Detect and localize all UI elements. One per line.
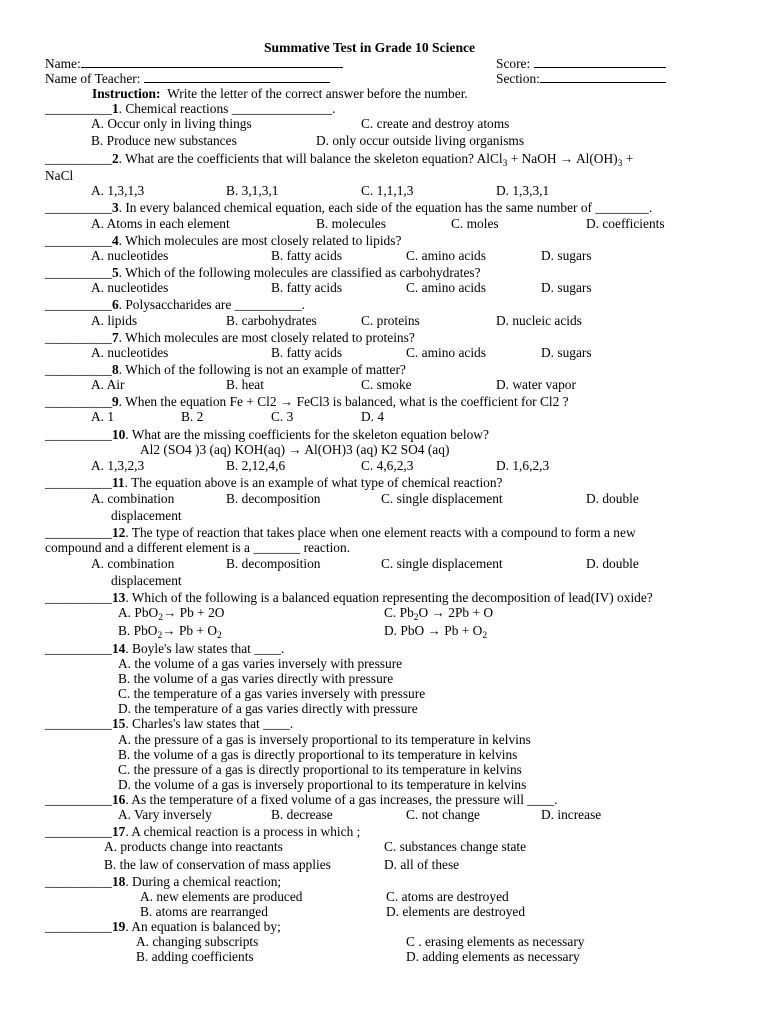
question-number: 9 bbox=[111, 394, 119, 409]
question-stem: . Which molecules are most closely related to proteins? bbox=[118, 330, 415, 345]
answer-blank[interactable]: __________ bbox=[45, 233, 112, 248]
option: B. heat bbox=[226, 377, 264, 392]
instruction-text: Write the letter of the correct answer before the number. bbox=[167, 86, 468, 101]
option: D. only occur outside living organisms bbox=[316, 133, 525, 148]
option: B. atoms are rearranged bbox=[140, 904, 268, 919]
option: B. 2,12,4,6 bbox=[226, 458, 286, 473]
answer-blank[interactable]: __________ bbox=[45, 641, 112, 656]
subscript: 2 bbox=[217, 631, 222, 641]
option: B. decomposition bbox=[226, 491, 321, 506]
section-blank[interactable] bbox=[540, 71, 666, 83]
option: B. fatty acids bbox=[271, 345, 343, 360]
question-stem: . The type of reaction that takes place when one element reacts with a compound to form a new bbox=[125, 525, 636, 540]
question-5 bbox=[45, 265, 481, 280]
option: A. changing subscripts bbox=[136, 934, 259, 949]
score-label: Score: bbox=[496, 56, 531, 71]
subscript: 2 bbox=[482, 631, 488, 641]
option-text: → Pb + 2O bbox=[162, 605, 225, 620]
question-19 bbox=[45, 919, 281, 934]
option: D. sugars bbox=[541, 280, 592, 295]
option: D. double bbox=[586, 491, 639, 506]
question-number: 12 bbox=[111, 525, 126, 540]
score-blank[interactable] bbox=[534, 56, 666, 68]
option: B. fatty acids bbox=[271, 248, 343, 263]
question-13 bbox=[45, 590, 653, 605]
answer-blank[interactable]: __________ bbox=[45, 590, 112, 605]
answer-blank[interactable]: __________ bbox=[45, 427, 112, 442]
question-1 bbox=[45, 101, 335, 116]
question-stem-tail: + NaOH → Al(OH) bbox=[507, 151, 618, 166]
question-7 bbox=[45, 330, 415, 345]
score-field bbox=[496, 56, 666, 71]
option: C. proteins bbox=[361, 313, 420, 328]
question-stem: . Chemical reactions _______________. bbox=[118, 101, 336, 116]
teacher-blank[interactable] bbox=[144, 71, 330, 83]
question-12 bbox=[45, 525, 636, 540]
teacher-field bbox=[45, 71, 330, 86]
option: B. adding coefficients bbox=[136, 949, 254, 964]
question-10 bbox=[45, 427, 489, 442]
option: C. amino acids bbox=[406, 280, 486, 295]
question-number: 8 bbox=[111, 362, 119, 377]
answer-blank[interactable]: __________ bbox=[45, 525, 112, 540]
question-17 bbox=[45, 824, 360, 839]
option: B. the volume of a gas is directly proportional to its temperature in kelvins bbox=[118, 747, 518, 762]
option: C . erasing elements as necessary bbox=[406, 934, 585, 949]
question-number: 6 bbox=[111, 297, 119, 312]
question-15 bbox=[45, 716, 293, 731]
answer-blank[interactable]: __________ bbox=[45, 475, 112, 490]
option: A. combination bbox=[91, 556, 175, 571]
section-label: Section: bbox=[496, 71, 540, 86]
question-3 bbox=[45, 200, 652, 215]
option: A. Atoms in each element bbox=[91, 216, 230, 231]
answer-blank[interactable]: __________ bbox=[45, 297, 112, 312]
option: D. coefficients bbox=[586, 216, 665, 231]
option: C. moles bbox=[451, 216, 499, 231]
question-2 bbox=[45, 151, 634, 169]
option: C. not change bbox=[406, 807, 481, 822]
option: A. nucleotides bbox=[91, 280, 169, 295]
option: D. water vapor bbox=[496, 377, 576, 392]
option: C. 3 bbox=[271, 409, 294, 424]
subscript: 2 bbox=[413, 613, 419, 623]
option: B. fatty acids bbox=[271, 280, 343, 295]
option: A. 1 bbox=[91, 409, 115, 424]
option: A. Occur only in living things bbox=[91, 116, 252, 131]
option: B. Produce new substances bbox=[91, 133, 237, 148]
question-number: 1 bbox=[111, 101, 119, 116]
question-stem: . What are the coefficients that will balance the skeleton equation? AlCl bbox=[118, 151, 503, 166]
name-label: Name: bbox=[45, 56, 81, 71]
question-stem: . The equation above is an example of what type of chemical reaction? bbox=[124, 475, 503, 490]
teacher-label: Name of Teacher: bbox=[45, 71, 141, 86]
question-stem: . Which molecules are most closely related to lipids? bbox=[118, 233, 402, 248]
option: D. 1,6,2,3 bbox=[496, 458, 550, 473]
option: A. the volume of a gas varies inversely with pressure bbox=[118, 656, 403, 671]
option: B. molecules bbox=[316, 216, 386, 231]
option: B. 2 bbox=[181, 409, 204, 424]
option: C. single displacement bbox=[381, 556, 503, 571]
option-text: C. Pb bbox=[384, 605, 414, 620]
option: D. double bbox=[586, 556, 639, 571]
answer-blank[interactable]: __________ bbox=[45, 362, 112, 377]
question-stem-wrap: compound and a different element is a _______ reaction. bbox=[45, 540, 351, 555]
question-number: 13 bbox=[111, 590, 126, 605]
option: A. Vary inversely bbox=[118, 807, 212, 822]
question-number: 11 bbox=[111, 475, 125, 490]
option: A. Air bbox=[91, 377, 125, 392]
skeleton-equation: Al2 (SO4 )3 (aq) KOH(aq) → Al(OH)3 (aq) K2 SO4 (aq) bbox=[140, 442, 450, 457]
option: C. substances change state bbox=[384, 839, 527, 854]
option: C. smoke bbox=[361, 377, 412, 392]
option: A. lipids bbox=[91, 313, 138, 328]
option: B. 3,1,3,1 bbox=[226, 183, 279, 198]
option: D. 4 bbox=[361, 409, 385, 424]
question-stem-end: + bbox=[622, 151, 634, 166]
option: C. atoms are destroyed bbox=[386, 889, 509, 904]
option: B. the volume of a gas varies directly with pressure bbox=[118, 671, 394, 686]
question-number: 18 bbox=[111, 874, 126, 889]
option: B. decrease bbox=[271, 807, 333, 822]
question-stem: . What are the missing coefficients for the skeleton equation below? bbox=[125, 427, 489, 442]
question-number: 4 bbox=[111, 233, 119, 248]
option: A. 1,3,2,3 bbox=[91, 458, 145, 473]
question-stem: . Polysaccharides are __________. bbox=[118, 297, 305, 312]
option-text: → Pb + O bbox=[162, 623, 218, 638]
question-stem: . Which of the following molecules are classified as carbohydrates? bbox=[118, 265, 481, 280]
question-18 bbox=[45, 874, 281, 889]
question-number: 7 bbox=[111, 330, 119, 345]
question-8 bbox=[45, 362, 406, 377]
question-stem: . Which of the following is not an example of matter? bbox=[118, 362, 406, 377]
option: B. the law of conservation of mass applies bbox=[104, 857, 331, 872]
option: C. the temperature of a gas varies inversely with pressure bbox=[118, 686, 426, 701]
answer-blank[interactable]: __________ bbox=[45, 265, 112, 280]
option-text: D. PbO → Pb + O bbox=[384, 623, 483, 638]
option: A. nucleotides bbox=[91, 345, 169, 360]
subscript: 2 bbox=[158, 613, 163, 623]
subscript: 3 bbox=[617, 159, 623, 169]
option: A. the pressure of a gas is inversely proportional to its temperature in kelvins bbox=[118, 732, 531, 747]
option: D. sugars bbox=[541, 345, 592, 360]
question-6 bbox=[45, 297, 305, 312]
answer-blank[interactable]: __________ bbox=[45, 394, 112, 409]
option: C. amino acids bbox=[406, 248, 486, 263]
answer-blank[interactable]: __________ bbox=[45, 101, 112, 116]
answer-blank[interactable]: __________ bbox=[45, 919, 112, 934]
question-stem: . Charles's law states that ____. bbox=[125, 716, 294, 731]
question-number: 19 bbox=[111, 919, 126, 934]
question-stem: . In every balanced chemical equation, each side of the equation has the same number of ________. bbox=[118, 200, 653, 215]
option bbox=[118, 605, 225, 623]
answer-blank[interactable]: __________ bbox=[45, 716, 112, 731]
option: D. sugars bbox=[541, 248, 592, 263]
question-number: 10 bbox=[111, 427, 126, 442]
question-16 bbox=[45, 792, 557, 807]
question-11 bbox=[45, 475, 503, 490]
question-number: 2 bbox=[111, 151, 119, 166]
option bbox=[384, 605, 494, 623]
option-text: O → 2Pb + O bbox=[418, 605, 494, 620]
answer-blank[interactable]: __________ bbox=[45, 824, 112, 839]
answer-blank[interactable]: __________ bbox=[45, 792, 112, 807]
option: C. amino acids bbox=[406, 345, 486, 360]
option-wrap: displacement bbox=[111, 573, 182, 588]
option: A. products change into reactants bbox=[104, 839, 283, 854]
option: A. combination bbox=[91, 491, 175, 506]
answer-blank[interactable]: __________ bbox=[45, 151, 112, 166]
option-wrap: displacement bbox=[111, 508, 182, 523]
question-stem: . An equation is balanced by; bbox=[125, 919, 281, 934]
question-stem: . When the equation Fe + Cl2 → FeCl3 is balanced, what is the coefficient for Cl2 ? bbox=[118, 394, 569, 409]
question-number: 5 bbox=[111, 265, 119, 280]
question-stem-wrap: NaCl bbox=[45, 168, 74, 183]
question-stem: . As the temperature of a fixed volume of a gas increases, the pressure will ____. bbox=[125, 792, 558, 807]
page-title: Summative Test in Grade 10 Science bbox=[264, 40, 476, 55]
option: D. 1,3,3,1 bbox=[496, 183, 550, 198]
question-stem: . Boyle's law states that ____. bbox=[125, 641, 285, 656]
option: C. 4,6,2,3 bbox=[361, 458, 414, 473]
option: B. carbohydrates bbox=[226, 313, 317, 328]
option-text: B. PbO bbox=[118, 623, 158, 638]
question-stem: . During a chemical reaction; bbox=[125, 874, 282, 889]
question-number: 15 bbox=[111, 716, 126, 731]
subscript: 2 bbox=[157, 631, 163, 641]
option: D. the volume of a gas is inversely proportional to its temperature in kelvins bbox=[118, 777, 527, 792]
question-number: 14 bbox=[111, 641, 126, 656]
answer-blank[interactable]: __________ bbox=[45, 200, 112, 215]
question-number: 16 bbox=[111, 792, 126, 807]
question-9 bbox=[45, 394, 569, 409]
question-number: 3 bbox=[111, 200, 119, 215]
name-field bbox=[45, 56, 343, 71]
instruction bbox=[92, 86, 468, 101]
instruction-label: Instruction: bbox=[92, 86, 161, 101]
option: B. decomposition bbox=[226, 556, 321, 571]
option: D. the temperature of a gas varies directly with pressure bbox=[118, 701, 418, 716]
subscript: 3 bbox=[502, 159, 508, 169]
option: D. all of these bbox=[384, 857, 460, 872]
question-stem: . Which of the following is a balanced equation representing the decomposition of lead(IV) oxide? bbox=[125, 590, 653, 605]
option: A. 1,3,1,3 bbox=[91, 183, 145, 198]
option: D. elements are destroyed bbox=[386, 904, 526, 919]
option: A. nucleotides bbox=[91, 248, 169, 263]
option: D. increase bbox=[541, 807, 602, 822]
option-text: A. PbO bbox=[118, 605, 159, 620]
answer-blank[interactable]: __________ bbox=[45, 874, 112, 889]
option: D. nucleic acids bbox=[496, 313, 582, 328]
name-blank[interactable] bbox=[81, 56, 343, 68]
section-field bbox=[496, 71, 666, 86]
option: C. create and destroy atoms bbox=[361, 116, 510, 131]
question-stem: . A chemical reaction is a process in which ; bbox=[125, 824, 361, 839]
option: A. new elements are produced bbox=[140, 889, 303, 904]
question-4 bbox=[45, 233, 401, 248]
option bbox=[384, 623, 488, 641]
question-14 bbox=[45, 641, 284, 656]
option: D. adding elements as necessary bbox=[406, 949, 580, 964]
option: C. 1,1,1,3 bbox=[361, 183, 414, 198]
question-number: 17 bbox=[111, 824, 126, 839]
option bbox=[118, 623, 222, 641]
option: C. single displacement bbox=[381, 491, 503, 506]
option: C. the pressure of a gas is directly proportional to its temperature in kelvins bbox=[118, 762, 522, 777]
answer-blank[interactable]: __________ bbox=[45, 330, 112, 345]
